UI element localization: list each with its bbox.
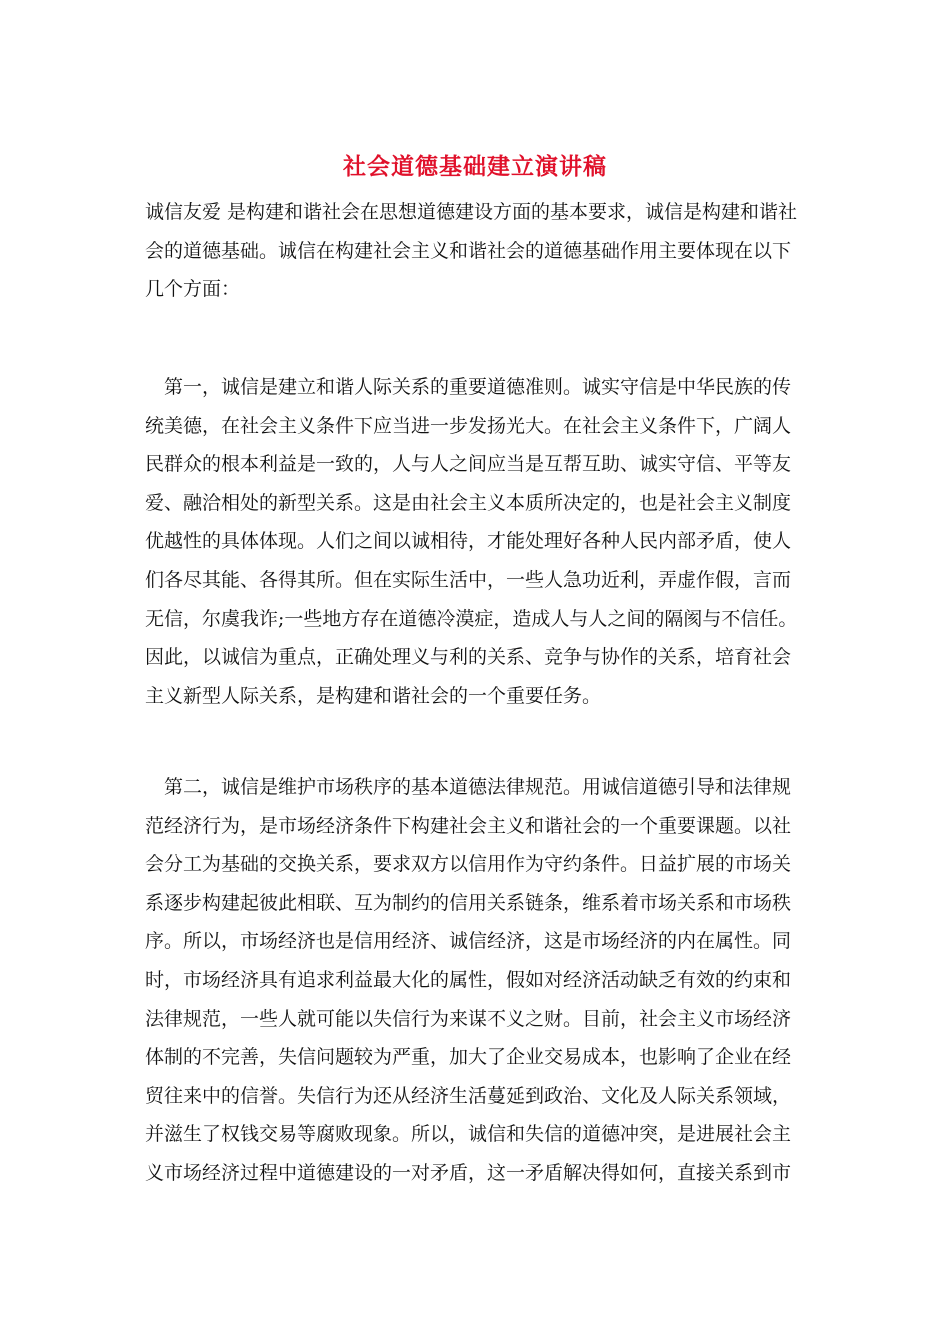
- text-line: 第二，诚信是维护市场秩序的基本道德法律规范。用诚信道德引导和法律规: [145, 776, 792, 798]
- text-line: 会分工为基础的交换关系，要求双方以信用作为守约条件。日益扩展的市场关: [145, 853, 792, 876]
- text-line: 第一，诚信是建立和谐人际关系的重要道德准则。诚实守信是中华民族的传: [145, 376, 792, 398]
- document-title: 社会道德基础建立演讲稿: [343, 153, 607, 180]
- text-line: 并滋生了权钱交易等腐败现象。所以，诚信和失信的道德冲突，是进展社会主: [145, 1123, 792, 1146]
- text-line: 系逐步构建起彼此相联、互为制约的信用关系链条，维系着市场关系和市场秩: [145, 891, 792, 914]
- text-line: 无信，尔虞我诈;一些地方存在道德冷漠症，造成人与人之间的隔阂与不信任。: [145, 607, 798, 630]
- text-line: 爱、融洽相处的新型关系。这是由社会主义本质所决定的，也是社会主义制度: [145, 491, 792, 514]
- text-line: 体制的不完善，失信问题较为严重，加大了企业交易成本，也影响了企业在经: [145, 1046, 792, 1069]
- text-line: 主义新型人际关系，是构建和谐社会的一个重要任务。: [145, 684, 602, 707]
- text-line: 们各尽其能、各得其所。但在实际生活中，一些人急功近利，弄虚作假，言而: [145, 568, 792, 591]
- text-line: 法律规范，一些人就可能以失信行为来谋不义之财。目前，社会主义市场经济: [145, 1007, 792, 1030]
- text-line: 因此，以诚信为重点，正确处理义与利的关系、竞争与协作的关系，培育社会: [145, 646, 792, 669]
- text-line: 时，市场经济具有追求利益最大化的属性，假如对经济活动缺乏有效的约束和: [145, 968, 792, 991]
- text-line: 民群众的根本利益是一致的，人与人之间应当是互帮互助、诚实守信、平等友: [145, 453, 792, 476]
- text-line: 统美德，在社会主义条件下应当进一步发扬光大。在社会主义条件下，广阔人: [145, 414, 792, 437]
- text-line: 会的道德基础。诚信在构建社会主义和谐社会的道德基础作用主要体现在以下: [145, 239, 792, 262]
- text-line: 优越性的具体体现。人们之间以诚相待，才能处理好各种人民内部矛盾，使人: [145, 530, 792, 553]
- paragraph-first-point: [145, 368, 805, 715]
- paragraph-intro: [145, 193, 805, 309]
- text-line: 范经济行为，是市场经济条件下构建社会主义和谐社会的一个重要课题。以社: [145, 814, 792, 837]
- paragraph-second-point: [145, 768, 805, 1193]
- text-line: 序。所以，市场经济也是信用经济、诚信经济，这是市场经济的内在属性。同: [145, 930, 792, 953]
- text-line: 诚信友爱 是构建和谐社会在思想道德建设方面的基本要求，诚信是构建和谐社: [145, 201, 798, 223]
- text-line: 几个方面：: [145, 278, 241, 301]
- text-line: 贸往来中的信誉。失信行为还从经济生活蔓延到政治、文化及人际关系领域，: [145, 1084, 792, 1107]
- text-line: 义市场经济过程中道德建设的一对矛盾，这一矛盾解决得如何，直接关系到市: [145, 1161, 792, 1184]
